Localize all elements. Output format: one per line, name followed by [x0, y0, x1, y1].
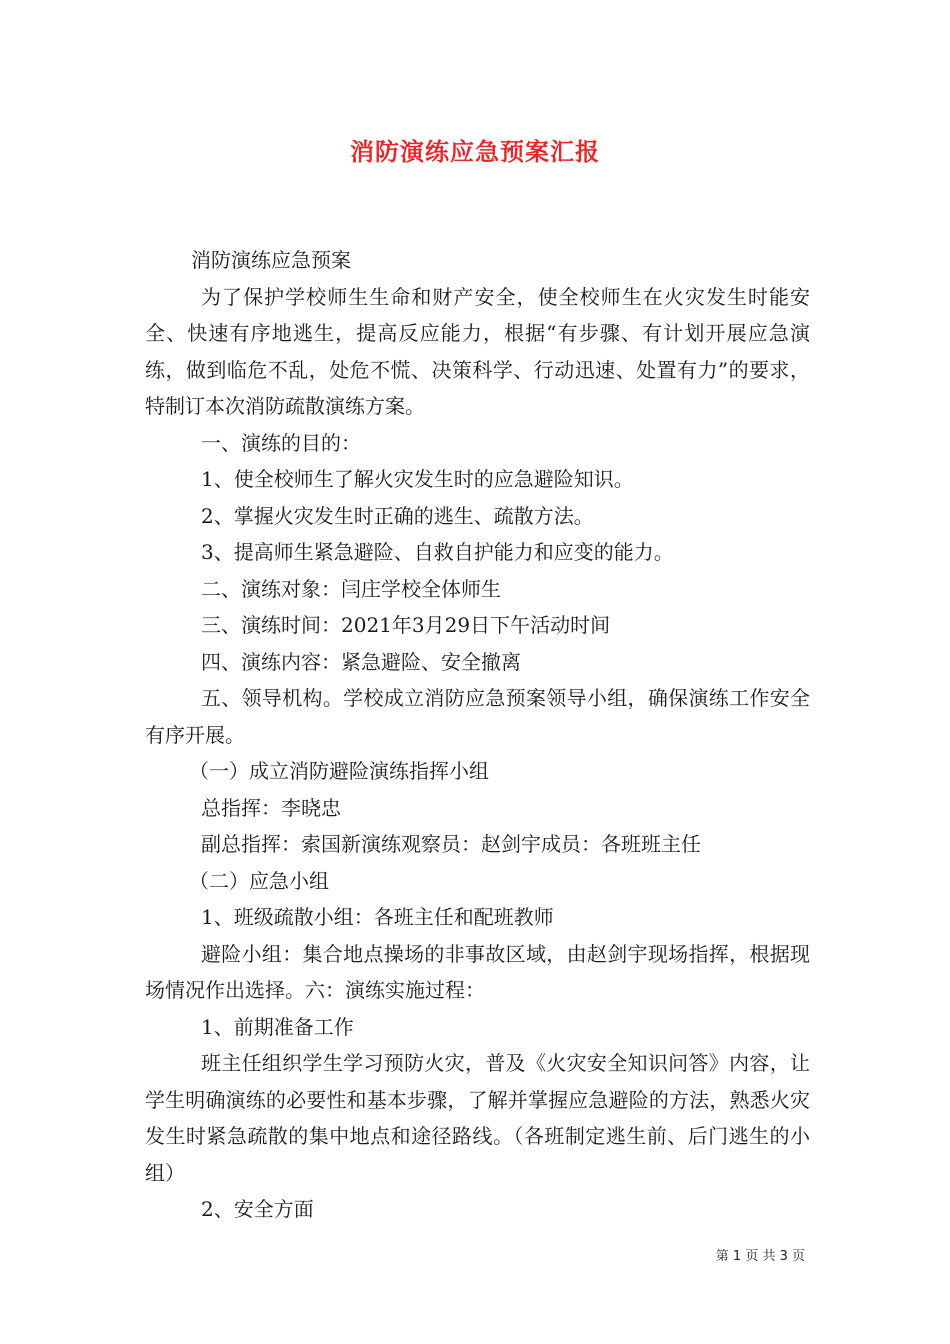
paragraph: 副总指挥：索国新演练观察员：赵剑宇成员：各班班主任	[201, 832, 701, 856]
document-title: 消防演练应急预案汇报	[350, 138, 600, 166]
paragraph: 二、演练对象：闫庄学校全体师生	[201, 576, 501, 601]
paragraph: 班主任组织学生学习预防火灾，普及《火灾安全知识问答》内容，让学生明确演练的必要性和基本步骤，了解并掌握应急避险的方法，熟悉火灾发生时紧急疏散的集中地点和途径路线。（各班制定逃生前、后门逃生的小组）	[145, 1051, 810, 1185]
paragraph: 避险小组：集合地点操场的非事故区域，由赵剑宇现场指挥，根据现场情况作出选择。六：演练实施过程：	[145, 941, 810, 1002]
paragraph: 1、班级疏散小组：各班主任和配班教师	[201, 905, 554, 929]
paragraph: （二）应急小组	[189, 868, 329, 893]
paragraph: 四、演练内容：紧急避险、安全撤离	[201, 649, 521, 674]
paragraph: （一）成立消防避险演练指挥小组	[189, 759, 489, 783]
paragraph: 3、提高师生紧急避险、自救自护能力和应变的能力。	[201, 540, 674, 564]
paragraph: 为了保护学校师生生命和财产安全，使全校师生在火灾发生时能安全、快速有序地逃生，提高反应能力，根据“有步骤、有计划开展应急演练，做到临危不乱，处危不慌、决策科学、行动迅速、处置有力”的要求，特制订本次消防疏散演练方案。	[145, 284, 810, 418]
paragraph: 2、安全方面	[201, 1197, 314, 1221]
paragraph: 一、演练的目的：	[201, 430, 361, 455]
paragraph: 三、演练时间：2021年3月29日下午活动时间	[201, 613, 611, 637]
page-footer: 第 1 页 共 3 页	[715, 1249, 805, 1264]
paragraph: 五、领导机构。学校成立消防应急预案领导小组，确保演练工作安全有序开展。	[145, 686, 810, 747]
document-body	[145, 242, 810, 1228]
section-heading: 消防演练应急预案	[191, 248, 351, 272]
paragraph: 1、前期准备工作	[201, 1014, 354, 1039]
paragraph: 1、使全校师生了解火灾发生时的应急避险知识。	[201, 467, 634, 491]
paragraph: 总指挥：李晓忠	[201, 795, 341, 820]
paragraph: 2、掌握火灾发生时正确的逃生、疏散方法。	[201, 503, 594, 528]
